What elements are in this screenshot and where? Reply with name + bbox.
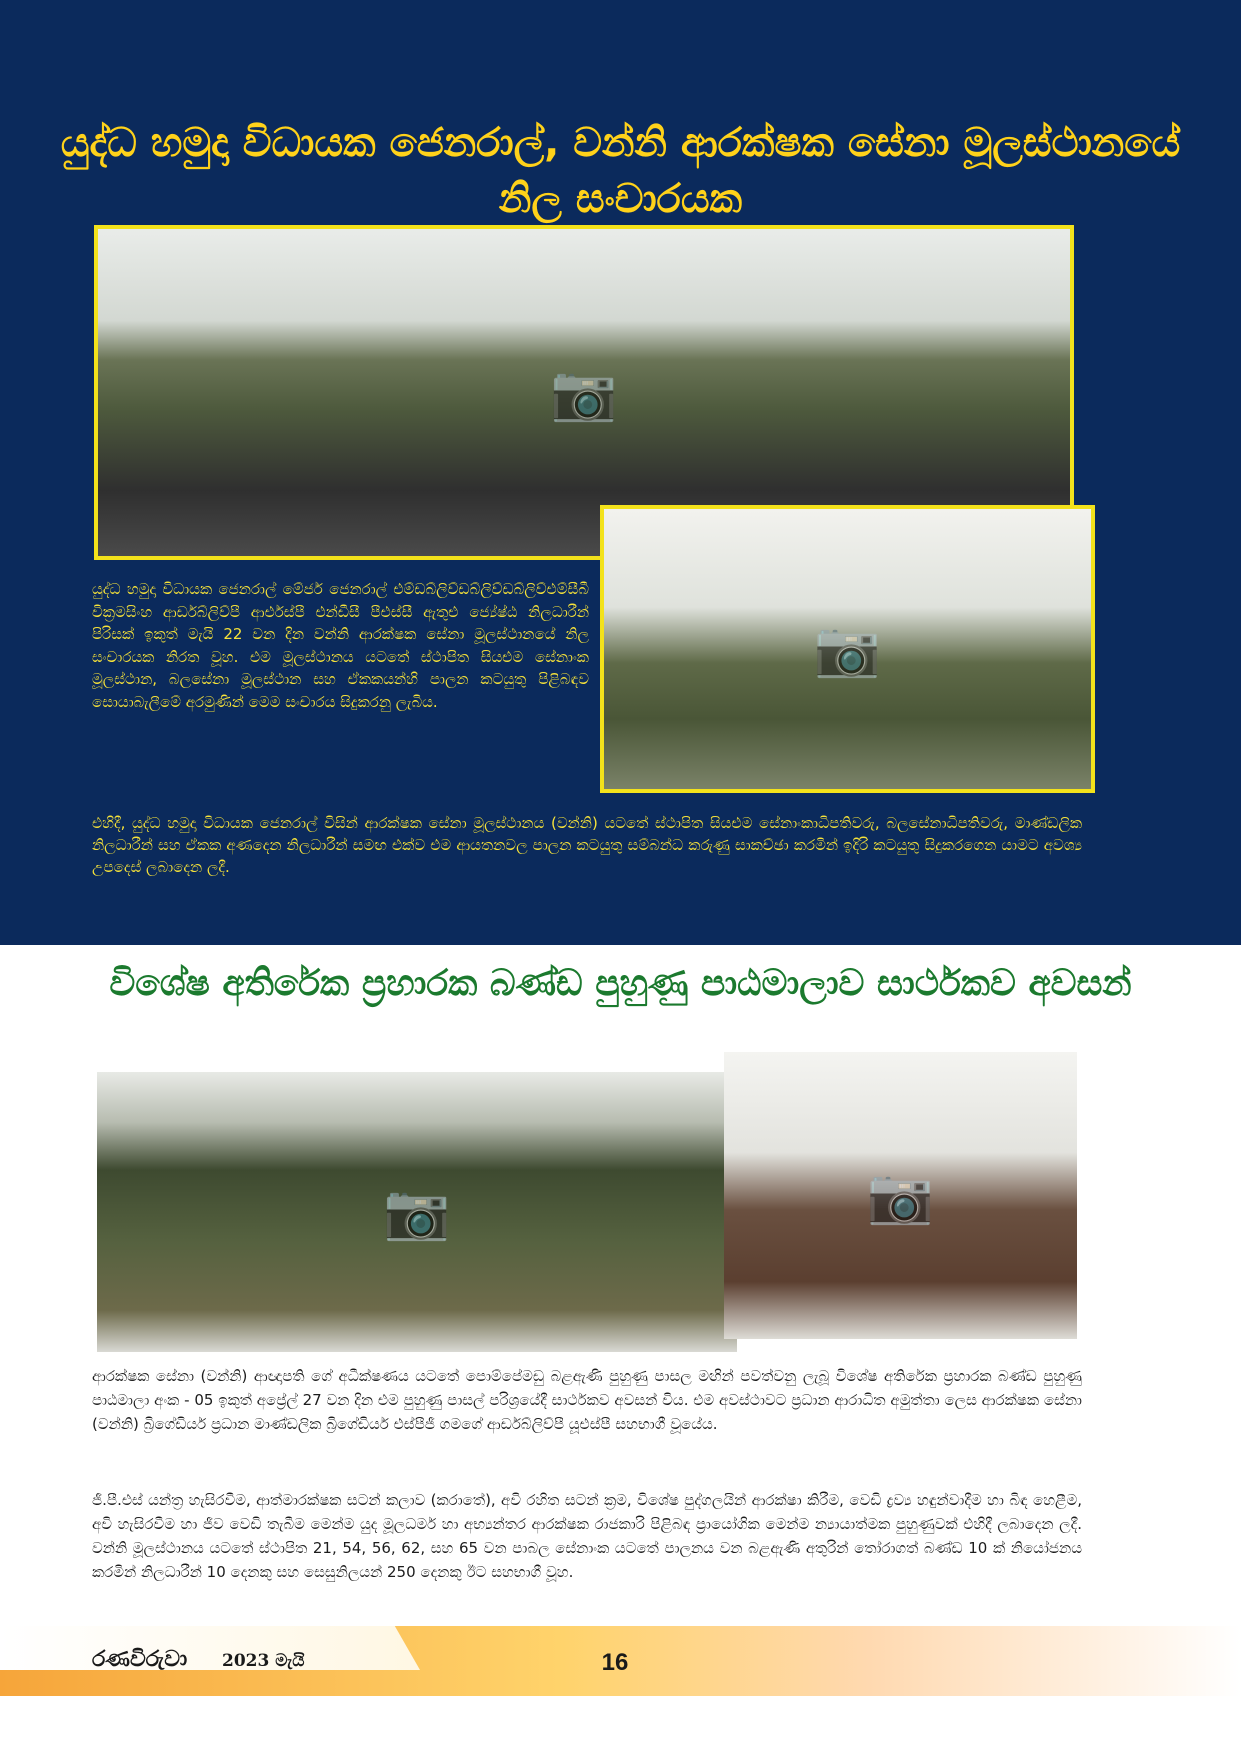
camera-icon: 📷 <box>866 1163 935 1227</box>
article2-title: විශේෂ අතිරේක ප්‍රහාරක බණ්ඩ පුහුණු පාඨමාලාව සාර්ථකව අවසන් <box>109 963 1132 1004</box>
speaker-podium-photo <box>724 1052 1077 1339</box>
camera-icon: 📷 <box>383 1180 451 1243</box>
issue-date: 2023 මැයි <box>222 1651 305 1671</box>
article1-title: යුද්ධ හමුදා විධායක ජෙනරාල්, වන්නි ආරක්ෂක සේනා මූලස්ථානයේ නිල සංචාරයක <box>60 120 1181 222</box>
camera-icon: 📷 <box>813 617 882 680</box>
article2-paragraph-2: ජී.පී.එස් යන්ත්‍ර හැසිරවීම, ආත්මාරක්ෂක සටන් කලාව (කරාතේ), අවි රහිත සටන් ක්‍රම, විශේෂ පුද්ගලයින් ආරක්ෂා කිරීම, වෙඩි ද්‍රව්‍ය හඳුන්වාදීම හා බිඳ හෙළීම, අවි හැසිරවීම හා ජීව වෙඩි තැබීම මෙන්ම යුද මූලධර්ම හා අභ්‍යන්තර ආරක්ෂක රාජකාරි පිළිබඳ ප්‍රායෝගික මෙන්ම න්‍යායාත්මක පුහුණුවක් එහිදී ලබාදෙන ලදී. වන්නි මූලස්ථානය යටතේ ස්ථාපිත 21, 54, 56, 62, සහ 65 වන පාබල සේනාංක යටතේ පාලනය වන බළඇණි අතුරින් තෝරාගත් බණ්ඩ 10 ක් නියෝජනය කරමින් නිලධාරීන් 10 දෙනකු සහ සෙසුනිලයන් 250 දෙනකු ඊට සහභාගී වූහ. <box>92 1491 1082 1581</box>
seated-audience-photo <box>97 1072 737 1352</box>
camera-icon: 📷 <box>550 360 618 424</box>
article1-paragraph: එහිදී, යුද්ධ හමුදා විධායක ජෙනරාල් විසින් ආරක්ෂක සේනා මූලස්ථානය (වන්නි) යටතේ ස්ථාපිත සියළුම සේනාංකාධිපතිවරු, බලසේනාධිපතිවරු, මාණ්ඩලික නිලධාරීන් සහ ඒකක අණදෙන නිලධාරීන් සමඟ එක්ව එම ආයතනවල පාලන කටයුතු සම්බන්ධ කරුණු සාකච්ඡා කරමින් ඉදිරි කටයුතු සිදුකරගෙන යාමට අවශ්‍ය උපදෙස් ලබාදෙන ලදී. <box>92 814 1082 876</box>
page-number: 16 <box>601 1649 629 1676</box>
footer-brand-tab <box>0 1626 420 1670</box>
article1-caption: යුද්ධ හමුදා විධායක ජෙනරාල් මේජර් ජෙනරාල් එම්ඩබ්ලිව්ඩබ්ලිව්ඩබ්ලිව්එම්සීබී වික්‍රමසිංහ ආර්ඩබ්ලිව්පී ආර්එස්පී එන්ඩීසී පීඑස්සී ඇතුළු ජ්‍යේෂ්ඨ නිලධාරීන් පිරිසක් ඉකුත් මැයි 22 වන දින වන්නි ආරක්ෂක සේනා මූලස්ථානයේ නිල සංචාරයක නිරත වූහ. එම මූලස්ථානය යටතේ ස්ථාපිත සියළුම සේනාංක මූලස්ථාන, බලසේනා මූලස්ථාන සහ ඒකකයන්හි පාලන කටයුතු පිළිබඳව සොයාබැලීමේ අරමුණින් මෙම සංචාරය සිදුකරනු ලැබිය. <box>92 580 589 711</box>
magazine-brand: රණවිරුවා <box>92 1647 188 1672</box>
article2-paragraph-1: ආරක්ෂක සේනා (වන්නි) ආඥාපති ගේ අධීක්ෂණය යටතේ පොම්පේමඩු බළඇණි පුහුණු පාසල මඟින් පවත්වනු ලැබූ විශේෂ අතිරේක ප්‍රහාරක බණ්ඩ පුහුණු පාඨමාලා අංක - 05 ඉකුත් අප්‍රේල් 27 වන දින එම පුහුණු පාසල් පරිශ්‍රයේදී සාර්ථකව අවසන් විය. එම අවස්ථාවට ප්‍රධාන ආරාධිත අමුත්තා ලෙස ආරක්ෂක සේනා (වන්නි) බ්‍රිගේඩියර් ප්‍රධාන මාණ්ඩලික බ්‍රිගේඩියර් එස්පීජී ගමගේ ආර්ඩබ්ලිව්පී යූඑස්පී සහභාගී වූයේය. <box>92 1367 1082 1433</box>
officers-briefing-photo <box>600 505 1095 793</box>
